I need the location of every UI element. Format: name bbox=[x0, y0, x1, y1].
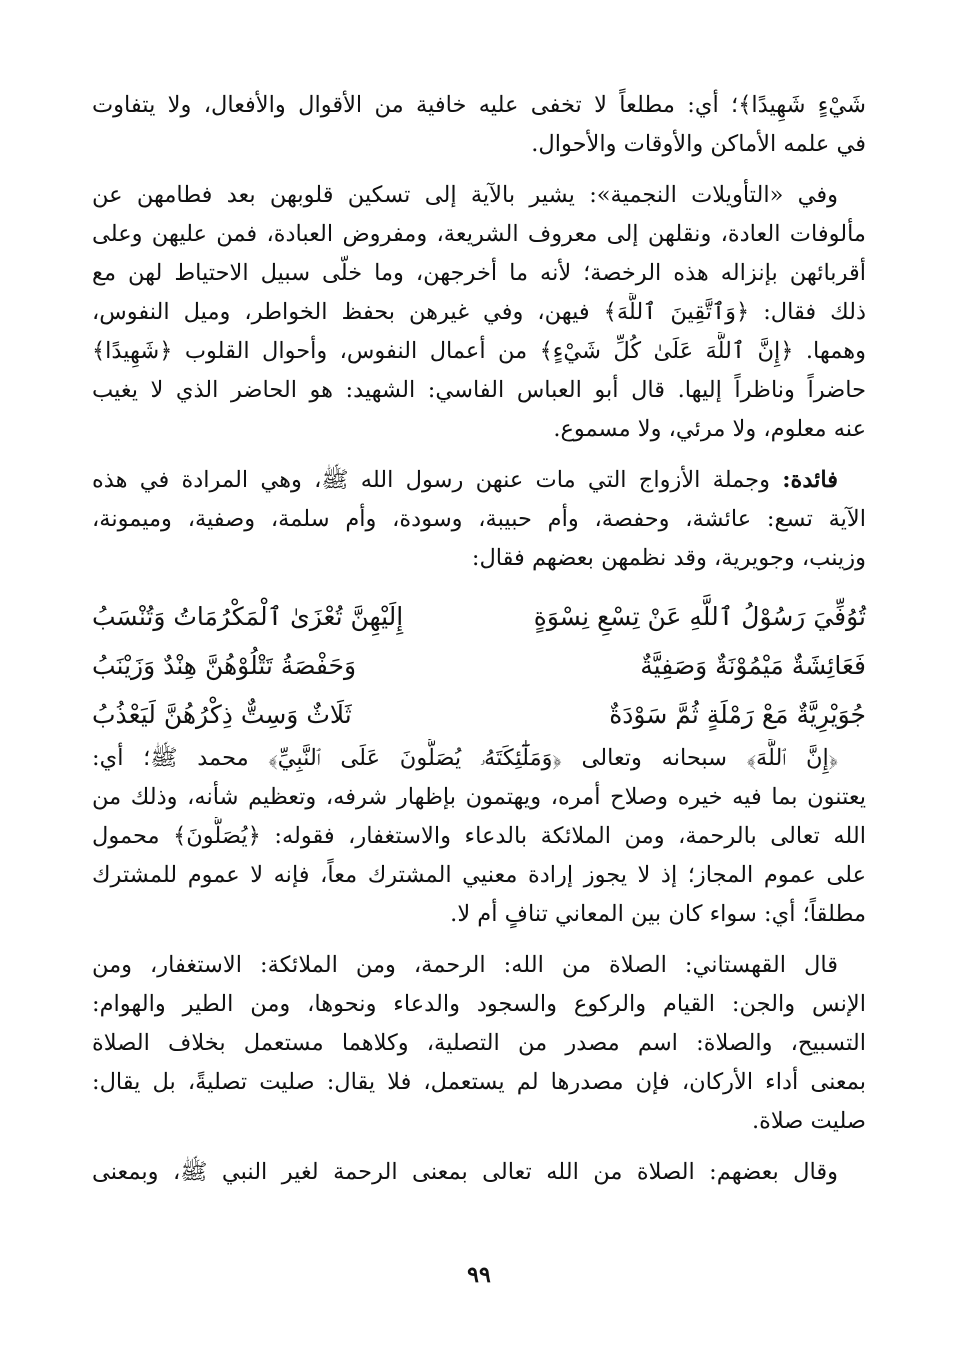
text-line: أقربائهن بإنزاله هذه الرخصة؛ لأنه ما أخرجهن، وما خلّى سبيل الاحتياط لهن مع bbox=[92, 260, 866, 286]
poem-verse bbox=[92, 690, 866, 739]
text-line: شَيْءٍ شَهِيدًا﴾؛ أي: مطلعاً لا تخفى عليه خافية من الأقوال والأفعال، ولا يتفاوت bbox=[92, 92, 866, 118]
text-line: مألوفات العادة، ونقلهن إلى معروف الشريعة، ومفروض العبادة، فمن عليهن وعلى bbox=[92, 221, 866, 247]
text-line: وهمها. ﴿إِنَّ ٱللَّهَ عَلَىٰ كُلِّ شَيْءٍ﴾ من أعمال النفوس، وأحوال القلوب ﴿شَهِيدًا﴾ bbox=[92, 338, 866, 364]
verse-first-hemistich: تُوُفِّيَ رَسُوْلُ ٱللَّهِ عَنْ تِسْعِ نِسْوَةٍ bbox=[533, 602, 866, 631]
text-line: الآية تسع: عائشة، وحفصة، وأم حبيبة، وسودة، وأم سلمة، وصفية، وميمونة، bbox=[92, 506, 866, 532]
poem bbox=[92, 592, 866, 739]
text-line: عنه معلوم، ولا مرئي، ولا مسموع. bbox=[553, 416, 866, 442]
text-line: ﴿إِنَّ ٱللَّهَ﴾ سبحانه وتعالى ﴿وَمَلَٰٓئِكَتَهُۥ يُصَلُّونَ عَلَى ٱلنَّبِيِّ﴾ محمد ﷺ؛ أي: bbox=[92, 745, 838, 771]
poem-verse bbox=[92, 641, 866, 690]
paragraph-4 bbox=[92, 739, 866, 934]
verse-second-hemistich: إِلَيْهِنَّ تُعْزَىٰ ٱلْمَكْرُمَاتُ وَتُنْسَبُ bbox=[92, 602, 404, 631]
text-line: يعتنون بما فيه خيره وصلاح أمره، ويهتمون بإظهار شرفه، وتعظيم شأنه، وذلك من bbox=[92, 784, 866, 810]
paragraph-6 bbox=[92, 1153, 866, 1192]
paragraph-5 bbox=[92, 946, 866, 1141]
text-segment: وجملة الأزواج التي مات عنهن رسول الله ﷺ، وهي المرادة في هذه bbox=[92, 467, 783, 493]
text-line: بمعنى أداء الأركان، فإن مصدرها لم يستعمل، فلا يقال: صليت تصليةً، بل يقال: bbox=[92, 1069, 866, 1095]
verse-second-hemistich: ثَلَاثٌ وَسِتٌّ ذِكْرُهُنَّ لَيَعْذُبُ bbox=[92, 700, 352, 729]
paragraph-2 bbox=[92, 176, 866, 449]
paragraph-1 bbox=[92, 86, 866, 164]
poem-verse bbox=[92, 592, 866, 641]
text-line bbox=[92, 461, 866, 500]
text-line: وفي «التأويلات النجمية»: يشير بالآية إلى تسكين قلوبهن بعد فطامهن عن bbox=[92, 182, 838, 208]
text-line: قال القهستاني: الصلاة من الله: الرحمة، ومن الملائكة: الاستغفار، ومن bbox=[92, 952, 838, 978]
benefit-label: فائدة: bbox=[782, 467, 838, 493]
text-line: ذلك فقال: ﴿وَٱتَّقِينَ ٱللَّهَ﴾ فيهن، وفي غيرهن بحفظ الخواطر، وميل النفوس، bbox=[92, 299, 866, 325]
text-line: الله تعالى بالرحمة، ومن الملائكة بالدعاء والاستغفار، فقوله: ﴿يُصَلُّونَ﴾ محمول bbox=[92, 823, 866, 849]
text-line: حاضراً وناظراً إليها. قال أبو العباس الفاسي: الشهيد: هو الحاضر الذي لا يغيب bbox=[92, 377, 866, 403]
verse-second-hemistich: وَحَفْصَةُ تَتْلُوْهُنَّ هِنْدٌ وَزَيْنَبُ bbox=[92, 651, 357, 680]
paragraph-benefit bbox=[92, 461, 866, 578]
text-line: الإنس والجن: القيام والركوع والسجود والدعاء ونحوها، ومن الطير والهوام: bbox=[92, 991, 866, 1017]
text-line: التسبيح، والصلاة: اسم مصدر من التصلية، وكلاهما مستعمل بخلاف الصلاة bbox=[92, 1030, 866, 1056]
verse-first-hemistich: فَعَائِشَةٌ مَيْمُوْنَةٌ وَصَفِيَّةٌ bbox=[640, 651, 866, 680]
text-line: وزينب، وجويرية، وقد نظمهن بعضهم فقال: bbox=[471, 545, 866, 571]
text-line: وقال بعضهم: الصلاة من الله تعالى بمعنى الرحمة لغير النبي ﷺ، وبمعنى bbox=[92, 1159, 838, 1185]
text-line: على عموم المجاز؛ إذ لا يجوز إرادة معنيي المشترك معاً، فإنه لا عموم للمشترك bbox=[92, 862, 866, 888]
text-line: في علمه الأماكن والأوقات والأحوال. bbox=[531, 131, 866, 157]
page-number: ٩٩ bbox=[467, 1262, 491, 1288]
text-line: صليت صلاة. bbox=[751, 1108, 866, 1134]
text-line: مطلقاً؛ أي: سواء كان بين المعاني تنافٍ أم لا. bbox=[450, 901, 866, 927]
verse-first-hemistich: جُوَيْرِيَّةٌ مَعْ رَمْلَةٍ ثُمَّ سَوْدَةٌ bbox=[609, 700, 866, 729]
